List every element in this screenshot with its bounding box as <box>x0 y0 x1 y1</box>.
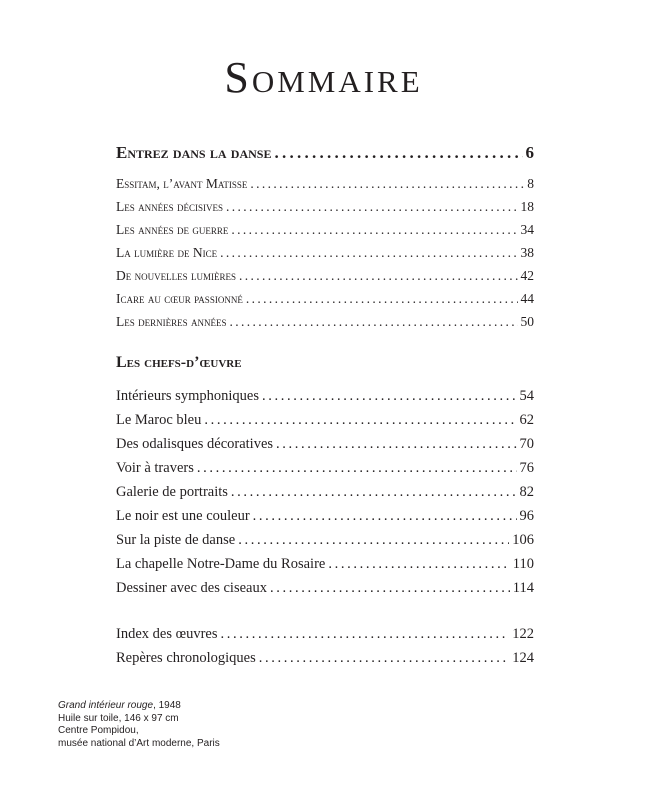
section-heading: Les chefs-d’œuvre <box>116 354 242 371</box>
caption-location-1: Centre Pompidou, <box>58 725 139 736</box>
toc-page-number: 114 <box>512 580 534 596</box>
toc-page-number: 62 <box>519 412 534 428</box>
toc-page-number: 82 <box>519 484 534 500</box>
dot-leader <box>197 460 517 477</box>
toc-entry-label: Essitam, l’avant Matisse <box>116 176 248 191</box>
toc-entry-label: Les années décisives <box>116 199 224 214</box>
toc-entry-chronology[interactable] <box>116 650 534 667</box>
toc-entry-label: Intérieurs symphoniques <box>116 388 259 404</box>
dot-leader <box>262 388 517 405</box>
toc-entry[interactable] <box>116 388 534 405</box>
dot-leader <box>230 314 518 330</box>
toc-page-number: 50 <box>520 314 534 329</box>
dot-leader <box>276 436 516 453</box>
toc-entry[interactable] <box>116 508 534 525</box>
dot-leader <box>270 580 510 597</box>
toc-page-number: 54 <box>519 388 534 404</box>
toc-entry[interactable] <box>116 412 534 429</box>
toc-page-number: 8 <box>527 176 534 191</box>
dot-leader <box>238 532 509 549</box>
toc-entry[interactable] <box>116 436 534 453</box>
toc-entry-label: Des odalisques décoratives <box>116 436 274 452</box>
toc-entry[interactable] <box>116 199 534 215</box>
toc-page-number: 6 <box>525 143 534 162</box>
toc-page-number: 96 <box>519 508 534 524</box>
toc-entry-label: Entrez dans la danse <box>116 143 272 162</box>
toc-section-heading[interactable] <box>116 143 534 163</box>
toc-entry-label: Sur la piste de danse <box>116 532 236 548</box>
toc-entry-label: Dessiner avec des ciseaux <box>116 580 267 596</box>
caption-location-2: musée national d’Art moderne, Paris <box>58 737 220 749</box>
dot-leader <box>204 412 516 429</box>
caption-medium: Huile sur toile, 146 x 97 cm <box>58 712 179 724</box>
dot-leader <box>250 176 524 192</box>
toc-entry-label: De nouvelles lumières <box>116 268 236 283</box>
toc-entry-label: La chapelle Notre-Dame du Rosaire <box>116 556 326 572</box>
toc-entry-label: Le Maroc bleu <box>116 412 202 428</box>
dot-leader <box>231 484 517 501</box>
toc-entry-label: Index des œuvres <box>116 626 218 642</box>
toc-page-number: 38 <box>520 245 534 260</box>
toc-entry[interactable] <box>116 245 534 261</box>
toc-entry-label: Le noir est une couleur <box>116 508 250 524</box>
toc-entry[interactable] <box>116 484 534 501</box>
image-caption <box>58 700 220 750</box>
toc-entry[interactable] <box>116 314 534 330</box>
toc-page-number: 76 <box>519 460 534 476</box>
toc-entry-label: Les années de guerre <box>116 222 229 237</box>
toc-entry[interactable] <box>116 556 534 573</box>
toc-entry-index[interactable] <box>116 626 534 643</box>
toc-entry[interactable] <box>116 460 534 477</box>
toc-entry-label: Icare au cœur passionné <box>116 291 243 306</box>
toc-entry-label: La lumière de Nice <box>116 245 218 260</box>
toc-page-number: 110 <box>512 556 534 572</box>
toc-page-number: 70 <box>519 436 534 452</box>
page-title: Sommaire <box>224 53 423 102</box>
dot-leader <box>253 508 517 525</box>
toc-page-number: 42 <box>520 268 534 283</box>
dot-leader <box>259 650 510 667</box>
dot-leader <box>231 222 517 238</box>
toc-entry[interactable] <box>116 532 534 549</box>
dot-leader <box>274 143 522 163</box>
dot-leader <box>239 268 518 284</box>
dot-leader <box>328 556 509 573</box>
dot-leader <box>220 626 509 643</box>
toc-page-number: 18 <box>520 199 534 214</box>
dot-leader <box>226 199 517 215</box>
toc-entry[interactable] <box>116 291 534 307</box>
toc-entry-label: Voir à travers <box>116 460 194 476</box>
toc-entry[interactable] <box>116 222 534 238</box>
toc-page-number: 34 <box>520 222 534 237</box>
toc-entry-label: Les dernières années <box>116 314 227 329</box>
toc-entry-label: Repères chronologiques <box>116 650 256 666</box>
toc-page-number: 106 <box>512 532 534 548</box>
caption-title-line <box>58 700 220 713</box>
toc-entry[interactable] <box>116 580 534 597</box>
caption-year: , 1948 <box>153 700 181 711</box>
toc-page-number: 124 <box>512 650 534 666</box>
toc-page-number: 122 <box>512 626 534 642</box>
toc-entry[interactable] <box>116 176 534 192</box>
caption-artwork-title: Grand intérieur rouge <box>58 700 154 711</box>
toc-entry[interactable] <box>116 268 534 284</box>
dot-leader <box>220 245 517 261</box>
toc-entry-label: Galerie de portraits <box>116 484 228 500</box>
dot-leader <box>246 291 518 307</box>
toc-page-number: 44 <box>520 291 534 306</box>
